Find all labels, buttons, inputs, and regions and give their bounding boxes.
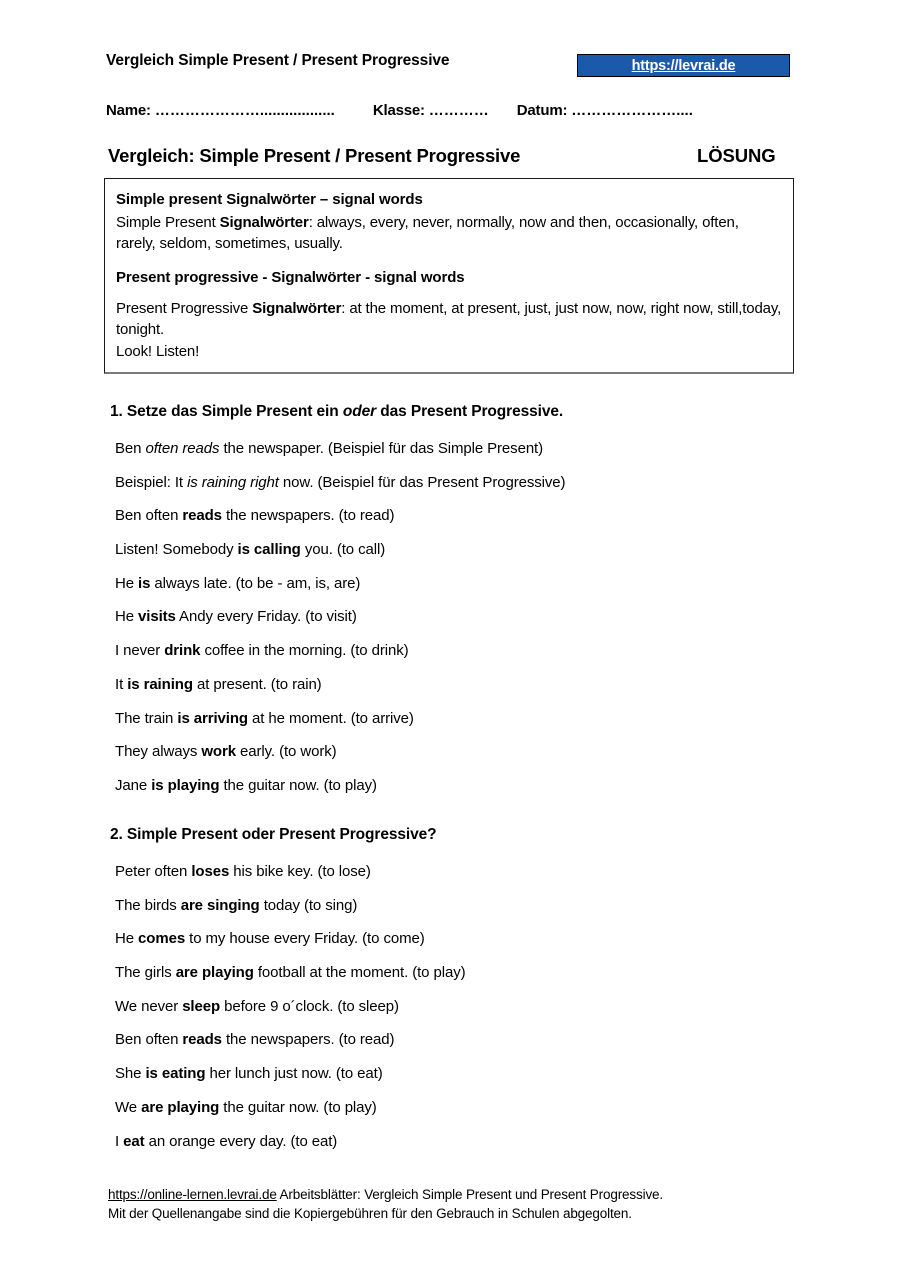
klasse-dots: ………… <box>428 102 489 119</box>
item-text-pre: The birds <box>115 896 181 914</box>
sp-body-post: : always, every, never, normally, now and then, occasionally, often, rarely, seldom, sometimes, usually. <box>116 214 739 252</box>
signal-box-heading-present-progressive: Present progressive - Signalwörter - signal words <box>116 269 465 286</box>
exercise-item <box>115 576 855 610</box>
item-text-pre: Ben often <box>115 1031 183 1049</box>
exercise-item <box>115 441 855 475</box>
title-row <box>0 145 901 171</box>
item-text-pre: Listen! Somebody <box>115 541 238 559</box>
exercise-item <box>115 609 855 643</box>
item-text-post: early. (to work) <box>235 743 337 761</box>
item-answer-verb: loses <box>191 863 230 880</box>
item-answer-verb: is playing <box>151 776 220 794</box>
item-answer-verb: sleep <box>182 997 221 1015</box>
item-answer-verb: is eating <box>145 1065 206 1083</box>
exercise-item <box>115 1100 855 1134</box>
item-text-post: football at the moment. (to play) <box>253 964 466 982</box>
item-text-post: at present. (to rain) <box>192 675 322 693</box>
item-text-post: today (to sing) <box>259 896 358 914</box>
item-text-post: her lunch just now. (to eat) <box>205 1065 383 1083</box>
item-text-post: the newspaper. (Beispiel für das Simple Present) <box>219 440 544 457</box>
item-text-pre: I <box>115 1132 124 1150</box>
item-text-pre: Ben often <box>115 507 183 525</box>
exercise-1-item-list <box>115 441 855 812</box>
item-text-post: coffee in the morning. (to drink) <box>200 642 409 660</box>
exercise-item <box>115 744 855 778</box>
ex1-heading-pre: 1. Setze das Simple Present ein <box>110 403 343 420</box>
item-text-pre: The train <box>115 709 178 727</box>
exercise-2-heading: 2. Simple Present oder Present Progressive? <box>110 826 437 843</box>
pp-body-bold: Signalwörter <box>252 300 342 317</box>
item-text-pre: Ben <box>115 440 146 457</box>
sp-body-pre: Simple Present <box>116 214 220 231</box>
item-text-pre: It <box>115 675 128 693</box>
item-text-post: always late. (to be - am, is, are) <box>150 574 361 592</box>
pp-body-pre: Present Progressive <box>116 300 253 317</box>
name-label: Name: <box>106 102 151 119</box>
item-text-post: the newspapers. (to read) <box>221 507 395 525</box>
item-answer-verb: is <box>138 574 151 592</box>
exercise-item <box>115 1032 855 1066</box>
item-text-post: the newspapers. (to read) <box>221 1031 395 1049</box>
item-text-pre: Jane <box>115 776 152 794</box>
exercise-item <box>115 778 855 812</box>
datum-label: Datum: <box>516 102 568 119</box>
exercise-item <box>115 864 855 898</box>
item-text-pre: Beispiel: It <box>115 473 188 491</box>
name-field[interactable] <box>106 102 335 119</box>
item-answer-verb: is arriving <box>177 709 248 727</box>
item-text-pre: We <box>115 1098 142 1116</box>
item-answer-verb: work <box>201 743 236 761</box>
item-text-pre: He <box>115 930 139 948</box>
item-answer-verb: are singing <box>180 896 260 914</box>
footer-source-link[interactable]: https://online-lernen.levrai.de <box>108 1187 277 1202</box>
item-text-post: the guitar now. (to play) <box>219 776 377 794</box>
exercise-1-heading <box>110 403 563 421</box>
item-text-post: the guitar now. (to play) <box>219 1098 377 1116</box>
item-text-post: Andy every Friday. (to visit) <box>175 608 357 626</box>
exercise-item <box>115 643 855 677</box>
item-text-post: now. (Beispiel für das Present Progressive) <box>278 473 566 491</box>
klasse-label: Klasse: <box>372 102 425 119</box>
exercise-item <box>115 475 855 509</box>
page-title: Vergleich: Simple Present / Present Progressive <box>108 145 521 166</box>
ex1-heading-italic: oder <box>342 403 377 420</box>
exercise-item <box>115 508 855 542</box>
signal-box-body-extra: Look! Listen! <box>116 343 200 360</box>
item-text-post: before 9 o´clock. (to sleep) <box>220 997 399 1015</box>
exercise-item <box>115 711 855 745</box>
item-text-pre: Peter often <box>115 863 192 880</box>
exercise-2-section <box>0 826 901 1166</box>
pp-body-post: : at the moment, at present, just, just now, now, right now, still,today, tonight. <box>116 300 782 338</box>
datum-dots: ………………….... <box>571 102 693 119</box>
item-example-verb: is raining right <box>187 473 279 491</box>
klasse-field[interactable] <box>373 102 489 119</box>
sp-body-bold: Signalwörter <box>219 214 309 231</box>
item-text-pre: I never <box>115 642 165 660</box>
item-answer-verb: visits <box>138 608 176 626</box>
item-answer-verb: reads <box>182 1031 222 1049</box>
item-text-pre: She <box>115 1065 146 1083</box>
item-answer-verb: is calling <box>237 541 301 559</box>
site-url-link[interactable]: https://levrai.de <box>631 58 736 74</box>
exercise-item <box>115 1066 855 1100</box>
ex1-heading-post: das Present Progressive. <box>376 403 564 420</box>
name-dots: ………………….................. <box>154 102 335 119</box>
exercise-item <box>115 677 855 711</box>
exercise-1-section <box>0 403 901 803</box>
item-answer-verb: are playing <box>175 964 254 982</box>
item-answer-verb: is raining <box>127 675 193 693</box>
site-url-badge[interactable] <box>577 54 790 77</box>
item-example-verb: often reads <box>145 440 220 457</box>
footer-line-1 <box>108 1185 868 1204</box>
item-answer-verb: reads <box>182 507 222 525</box>
item-text-pre: They always <box>115 743 202 761</box>
item-text-post: an orange every day. (to eat) <box>144 1132 338 1150</box>
student-meta-row <box>106 102 866 119</box>
item-answer-verb: drink <box>164 642 201 660</box>
item-text-post: his bike key. (to lose) <box>229 863 371 880</box>
item-text-post: you. (to call) <box>300 541 386 559</box>
signal-box-body-simple-present <box>116 212 782 254</box>
signal-box-heading-simple-present: Simple present Signalwörter – signal words <box>116 191 423 208</box>
footer-line-1-text: Arbeitsblätter: Vergleich Simple Present und Present Progressive. <box>276 1187 664 1202</box>
item-text-pre: He <box>115 574 139 592</box>
datum-field[interactable] <box>517 102 693 119</box>
signal-words-box <box>104 178 794 374</box>
solution-badge: LÖSUNG <box>697 145 776 166</box>
footer-line-2: Mit der Quellenangabe sind die Kopiergebühren für den Gebrauch in Schulen abgegolten. <box>108 1206 632 1221</box>
signal-box-body-present-progressive <box>116 298 782 340</box>
page-header <box>0 52 901 82</box>
item-text-pre: He <box>115 608 139 626</box>
item-answer-verb: are playing <box>141 1098 220 1116</box>
item-text-pre: The girls <box>115 964 176 982</box>
item-text-post: at he moment. (to arrive) <box>247 709 414 727</box>
page-footer <box>108 1185 868 1223</box>
exercise-item <box>115 1134 855 1168</box>
exercise-2-item-list <box>115 864 855 1167</box>
exercise-item <box>115 999 855 1033</box>
item-text-post: to my house every Friday. (to come) <box>185 930 425 948</box>
item-answer-verb: comes <box>138 930 186 948</box>
item-text-pre: We never <box>115 997 183 1015</box>
exercise-item <box>115 542 855 576</box>
exercise-item <box>115 898 855 932</box>
exercise-item <box>115 931 855 965</box>
item-answer-verb: eat <box>123 1132 145 1150</box>
exercise-item <box>115 965 855 999</box>
header-title: Vergleich Simple Present / Present Progressive <box>106 52 450 69</box>
